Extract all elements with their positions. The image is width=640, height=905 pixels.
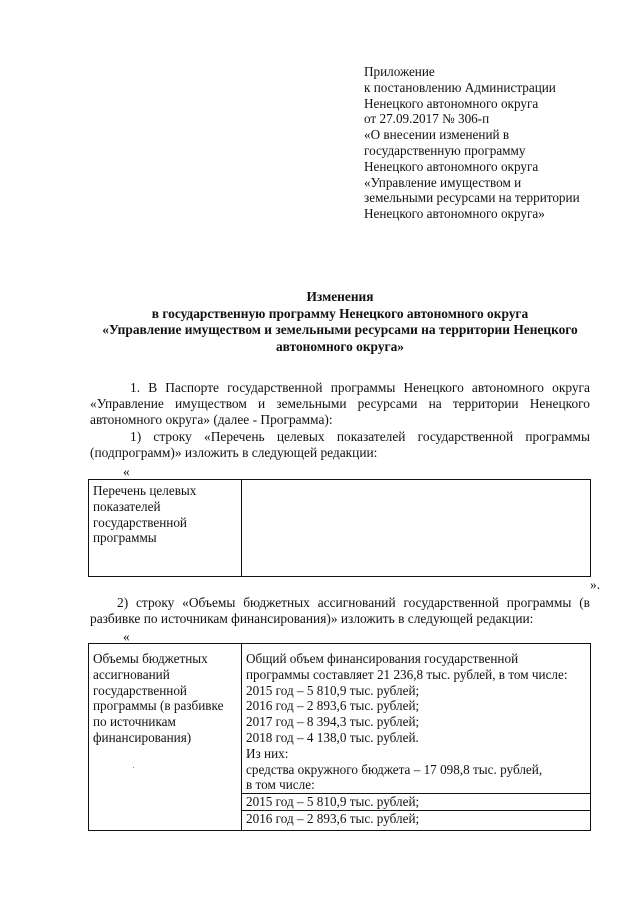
value-line: средства окружного бюджета – 17 098,8 тыс. рублей,	[246, 761, 543, 777]
appendix-line: земельными ресурсами на территории	[364, 190, 580, 206]
scan-speck	[133, 767, 134, 768]
label-line: Перечень целевых	[93, 483, 197, 498]
appendix-line: «Управление имуществом и	[364, 174, 522, 190]
value-line: Общий объем финансирования государственной	[246, 651, 519, 666]
table-label-cell	[89, 480, 242, 577]
table-row	[89, 480, 591, 577]
title-line: в государственную программу Ненецкого автономного округа	[151, 305, 529, 321]
value-line: 2017 год – 8 394,3 тыс. рублей;	[246, 714, 420, 730]
paragraph-3: 2) строку «Объемы бюджетных ассигнований государственной программы (в разбивке по источникам финансирования)» изложить в следующей редакции:	[90, 595, 590, 627]
value-row: 2016 год – 2 893,6 тыс. рублей;	[242, 810, 590, 827]
appendix-line: государственную программу	[364, 142, 526, 158]
quote-open: «	[123, 629, 130, 644]
appendix-line: Ненецкого автономного округа	[364, 158, 539, 174]
table-label-cell	[89, 644, 242, 831]
label-line: государственной	[93, 682, 187, 698]
value-line: 2018 год – 4 138,0 тыс. рублей.	[246, 729, 419, 745]
paragraph-2: 1) строку «Перечень целевых показателей государственной программы (подпрограмм)» изложить в следующей редакции:	[90, 429, 590, 461]
funding-table	[88, 643, 591, 831]
label-line: программы (в разбивке	[93, 698, 224, 714]
label-line: показателей	[93, 498, 161, 514]
quote-open: «	[123, 464, 130, 479]
appendix-line: Ненецкого автономного округа»	[364, 206, 545, 222]
title-line: «Управление имуществом и земельными ресурсами на территории Ненецкого	[102, 322, 578, 338]
value-line: Из них:	[246, 745, 289, 761]
appendix-line: к постановлению Администрации	[364, 79, 556, 95]
label-line: программы	[93, 530, 157, 546]
value-line: 2015 год – 5 810,9 тыс. рублей;	[246, 682, 420, 698]
appendix-block	[364, 64, 624, 222]
label-line: финансирования)	[93, 729, 192, 745]
appendix-line: Ненецкого автономного округа	[364, 95, 539, 111]
targets-table	[88, 479, 591, 577]
value-row: 2015 год – 5 810,9 тыс. рублей;	[242, 793, 590, 810]
label-line: ассигнований	[93, 666, 170, 682]
label-line: по источникам	[93, 714, 176, 730]
title-line: Изменения	[306, 289, 374, 304]
value-line: 2016 год – 2 893,6 тыс. рублей;	[246, 698, 420, 714]
appendix-line: от 27.09.2017 № 306-п	[364, 111, 490, 127]
value-line: в том числе:	[246, 777, 315, 793]
appendix-line: «О внесении изменений в	[364, 127, 510, 143]
label-line: Объемы бюджетных	[93, 651, 208, 666]
table-value-cell	[242, 480, 591, 577]
title-line: автономного округа»	[275, 338, 404, 354]
appendix-line: Приложение	[364, 64, 435, 79]
document-title	[70, 289, 610, 355]
table-value-cell	[242, 644, 591, 831]
paragraph-1: 1. В Паспорте государственной программы Ненецкого автономного округа «Управление имуществом и земельными ресурсами на территории Ненецкого автономного округа» (далее - Программа):	[90, 380, 590, 428]
value-line: программы составляет 21 236,8 тыс. рублей, в том числе:	[246, 666, 568, 682]
label-line: государственной	[93, 514, 187, 530]
table-row	[89, 644, 591, 831]
quote-close: ».	[590, 577, 601, 592]
